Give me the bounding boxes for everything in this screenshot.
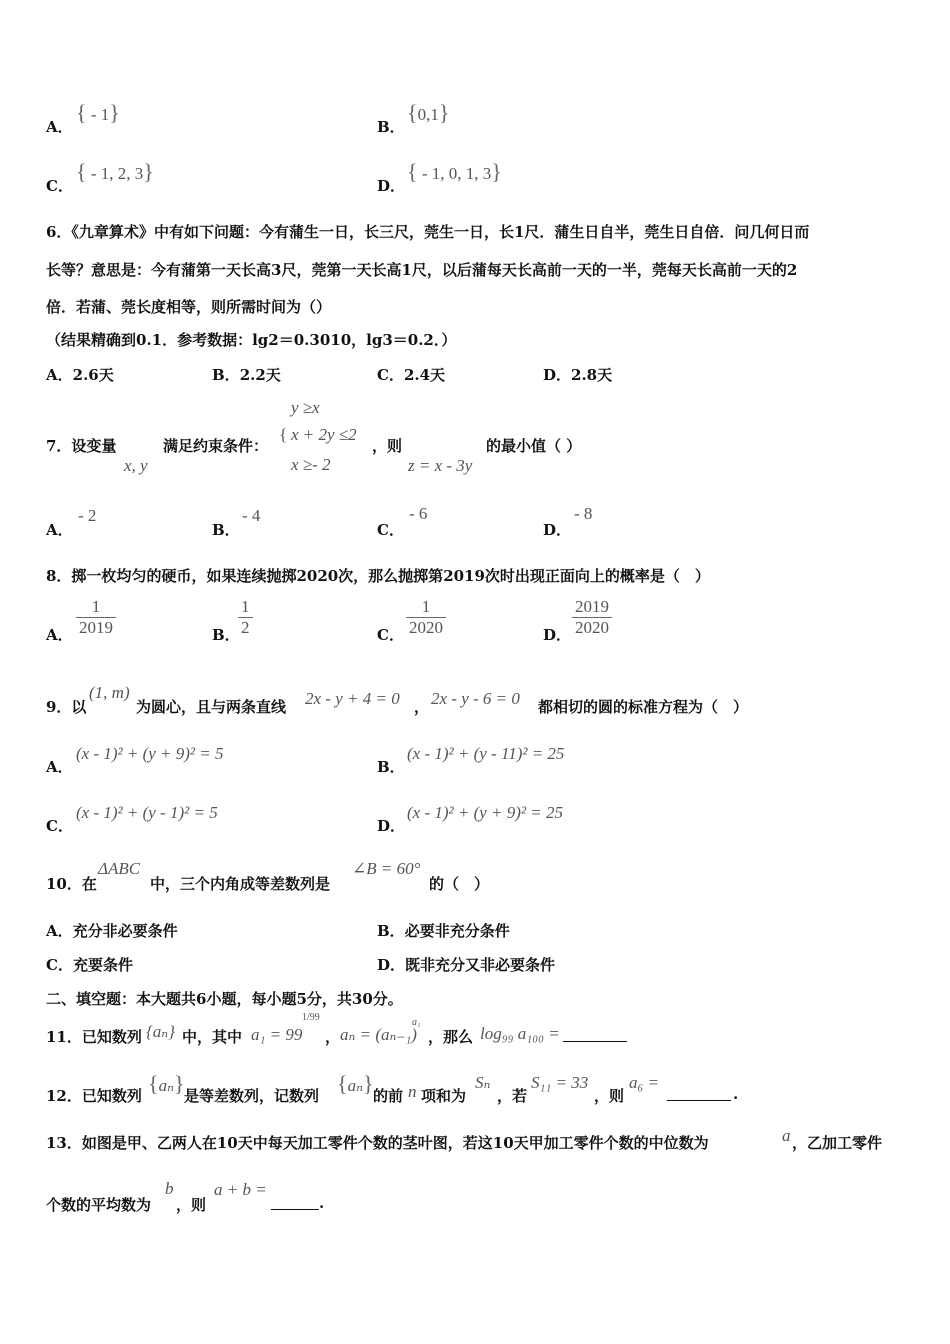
q9-option-c-letter: C． — [46, 817, 73, 835]
q8-option-d-letter: D． — [543, 626, 572, 644]
q13-line1b: ，乙加工零件 — [792, 1134, 883, 1152]
section-2-heading: 二、填空题：本大题共6小题，每小题5分，共30分。 — [46, 990, 403, 1008]
q10-option-b: B．必要非充分条件 — [377, 922, 510, 940]
q5-option-a-set: { - 1} — [76, 100, 120, 125]
q6-option-a: A．2.6天 — [46, 366, 114, 384]
q12-answer-blank[interactable] — [667, 1087, 731, 1105]
q8-option-c-letter: C． — [377, 626, 404, 644]
q9-option-d-letter: D． — [377, 817, 406, 835]
q7-vars: x, y — [124, 456, 148, 475]
q6-line2: 长等？意思是：今有蒲第一天长高3尺，莞第一天长高1尺，以后蒲每天长高前一天的一半，莞每天长高前一天的2 — [46, 261, 798, 279]
q9-option-d-eq: (x - 1)² + (y + 9)² = 25 — [407, 803, 564, 822]
q12-a6: a₆ = — [629, 1073, 660, 1092]
q6-option-d: D．2.8天 — [543, 366, 613, 384]
q11-exp2: a₁ — [412, 1017, 421, 1028]
q9-option-a-letter: A． — [46, 758, 73, 776]
q9-prefix: 9．以 — [46, 698, 87, 716]
q12-prefix: 12．已知数列 — [46, 1087, 142, 1105]
q5-option-c-letter: C． — [46, 177, 73, 195]
q8-option-b-fraction: $\frac{1}{2}$ — [238, 597, 253, 639]
q12-mid3: 项和为 — [421, 1087, 467, 1105]
q12-n: n — [408, 1082, 417, 1101]
q11-sep: ， — [325, 1028, 341, 1046]
q9-option-a-eq: (x - 1)² + (y + 9)² = 5 — [76, 744, 224, 763]
q7-option-d-letter: D． — [543, 521, 572, 539]
q9-mid: 为圆心，且与两条直线 — [136, 698, 287, 716]
q13-expr: a + b = — [214, 1180, 267, 1199]
q9-line2: 2x - y - 6 = 0 — [431, 689, 520, 708]
q11-mid2: ，那么 — [428, 1028, 474, 1046]
q7-option-a-letter: A． — [46, 521, 73, 539]
q7-option-a-val: - 2 — [78, 506, 97, 525]
q9-sep: ， — [414, 698, 430, 716]
q12-s11: S₁₁ = 33 — [531, 1073, 589, 1092]
q9-option-b-letter: B． — [377, 758, 405, 776]
q10-mid: 中，三个内角成等差数列是 — [150, 875, 331, 893]
q7-constraint-2: x + 2y ≤2 — [291, 425, 357, 444]
q5-option-b-set: {0,1} — [407, 100, 450, 125]
q6-note: （结果精确到0.1．参考数据：lg2＝0.3010，lg3＝0.2．） — [46, 331, 457, 349]
q10-triangle: ΔABC — [98, 859, 141, 878]
q8-option-c-fraction: $\frac{1}{2020}$ — [406, 597, 446, 639]
q13-line2b: ，则 — [176, 1196, 207, 1214]
q9-option-c-eq: (x - 1)² + (y - 1)² = 5 — [76, 803, 218, 822]
q13-answer-blank[interactable] — [271, 1196, 319, 1214]
q7-constraint-1: y ≥x — [291, 398, 320, 417]
q10-option-a: A．充分非必要条件 — [46, 922, 178, 940]
q8-text: 8．掷一枚均匀的硬币，如果连续抛掷2020次，那么抛掷第2019次时出现正面向上的概率是（ ） — [46, 567, 710, 585]
q10-angle: ∠B = 60° — [352, 859, 421, 878]
q8-option-a-letter: A． — [46, 626, 73, 644]
q7-option-c-val: - 6 — [409, 504, 428, 523]
q9-suffix: 都相切的圆的标准方程为（ ） — [538, 698, 749, 716]
q8-option-d-fraction: $\frac{2019}{2020}$ — [572, 597, 612, 639]
q7-prefix: 7．设变量 — [46, 437, 117, 455]
q7-mid: 满足约束条件： — [163, 437, 269, 455]
q5-option-d-set: { - 1, 0, 1, 3} — [407, 159, 502, 184]
q6-option-c: C．2.4天 — [377, 366, 446, 384]
q12-end: . — [733, 1085, 739, 1103]
q12-seq: {aₙ} — [148, 1071, 185, 1096]
q13-a: a — [782, 1126, 791, 1145]
q8-option-b-letter: B． — [212, 626, 240, 644]
q6-line1: 6．《九章算术》中有如下问题：今有蒲生一日，长三尺，莞生一日，长1尺．蒲生日自半，莞生日自倍．问几何日而 — [46, 223, 810, 241]
q12-mid5: ，则 — [594, 1087, 625, 1105]
q11-prefix: 11．已知数列 — [46, 1028, 142, 1046]
q7-comma: ，则 — [372, 437, 403, 455]
q13-line1: 13．如图是甲、乙两人在10天中每天加工零件个数的茎叶图，若这10天甲加工零件个数的中位数为 — [46, 1134, 709, 1152]
q7-option-c-letter: C． — [377, 521, 404, 539]
q7-constraint-3: x ≥- 2 — [291, 455, 331, 474]
q7-option-d-val: - 8 — [574, 504, 593, 523]
q10-option-c: C．充要条件 — [46, 956, 133, 974]
q13-b: b — [165, 1179, 174, 1198]
q11-seq: {aₙ} — [146, 1022, 175, 1041]
q12-mid1: 是等差数列，记数列 — [184, 1087, 320, 1105]
q12-seq2: {aₙ} — [337, 1071, 374, 1096]
q7-option-b-val: - 4 — [242, 506, 261, 525]
q11-answer-blank[interactable] — [563, 1028, 627, 1046]
q5-option-a-letter: A． — [46, 118, 73, 136]
q10-prefix: 10．在 — [46, 875, 97, 893]
q5-option-c-set: { - 1, 2, 3} — [76, 159, 154, 184]
q11-a1: a₁ = 99 — [251, 1025, 303, 1044]
q11-mid: 中，其中 — [182, 1028, 243, 1046]
q10-option-d: D．既非充分又非必要条件 — [377, 956, 556, 974]
q12-sn: Sₙ — [475, 1073, 491, 1092]
q9-center: (1, m) — [89, 683, 130, 702]
q11-log: log₉₉ a₁₀₀ = — [480, 1024, 560, 1043]
q5-option-b-letter: B． — [377, 118, 405, 136]
q13-end: . — [319, 1194, 325, 1212]
q12-mid4: ，若 — [497, 1087, 528, 1105]
q7-target: z = x - 3y — [408, 456, 473, 475]
q6-line3: 倍．若蒲、莞长度相等，则所需时间为（） — [46, 298, 332, 316]
q7-option-b-letter: B． — [212, 521, 240, 539]
q7-suffix: 的最小值（ ） — [486, 437, 582, 455]
q9-option-b-eq: (x - 1)² + (y - 11)² = 25 — [407, 744, 565, 763]
q12-mid2: 的前 — [373, 1087, 404, 1105]
q5-option-d-letter: D． — [377, 177, 406, 195]
q8-option-a-fraction: $\frac{1}{2019}$ — [76, 597, 116, 639]
q7-constraint-brace: { — [279, 425, 288, 444]
q11-an: aₙ = (aₙ₋₁) — [340, 1025, 417, 1044]
q10-suffix: 的（ ） — [429, 875, 490, 893]
q13-line2: 个数的平均数为 — [46, 1196, 152, 1214]
q9-line1: 2x - y + 4 = 0 — [305, 689, 400, 708]
q6-option-b: B．2.2天 — [212, 366, 281, 384]
q11-exp1: 1/99 — [302, 1012, 320, 1023]
